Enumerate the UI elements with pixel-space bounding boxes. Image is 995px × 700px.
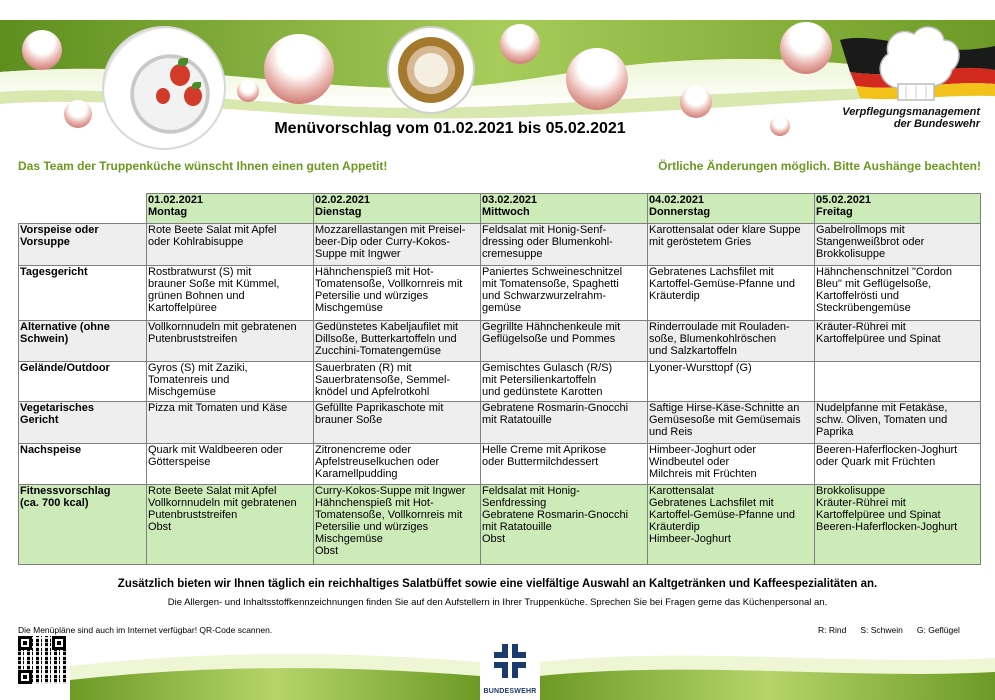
day-header [314, 194, 481, 224]
menu-cell: Sauerbraten (R) mit Sauerbratensoße, Semmel- knödel und Apfelrotkohl [314, 362, 481, 402]
menu-cell [815, 362, 981, 402]
decor-bubble [237, 80, 259, 102]
menu-cell: Feldsalat mit Honig-Senf- dressing oder Blumenkohl- cremesuppe [481, 224, 648, 266]
food-plate-coffee-image [387, 26, 475, 114]
logo-text-line1: Verpflegungsmanagement [842, 106, 980, 118]
menu-cell: Karottensalat Gebratenes Lachsfilet mit Kartoffel-Gemüse-Pfanne und Kräuterdip Himbeer-Joghurt [648, 485, 815, 565]
menu-cell: Beeren-Haferflocken-Joghurt oder Quark mit Früchten [815, 444, 981, 485]
day-date: 05.02.2021 [816, 194, 872, 206]
legend-item: S: Schwein [860, 625, 903, 635]
menu-cell: Gyros (S) mit Zaziki, Tomatenreis und Mischgemüse [147, 362, 314, 402]
table-row [19, 224, 981, 266]
page-title: Menüvorschlag vom 01.02.2021 bis 05.02.2021 [274, 120, 626, 137]
row-label: Nachspeise [19, 444, 147, 485]
row-label: Gelände/Outdoor [19, 362, 147, 402]
menu-cell: Mozzarellastangen mit Preisel- beer-Dip oder Curry-Kokos- Suppe mit Ingwer [314, 224, 481, 266]
table-row [19, 266, 981, 321]
menu-cell: Gedünstetes Kabeljaufilet mit Dillsoße, Butterkartoffeln und Zucchini-Tomatengemüse [314, 321, 481, 362]
menu-cell: Gebratenes Lachsfilet mit Kartoffel-Gemüse-Pfanne und Kräuterdip [648, 266, 815, 321]
day-date: 01.02.2021 [148, 194, 204, 206]
menu-cell: Vollkornnudeln mit gebratenen Putenbruststreifen [147, 321, 314, 362]
menu-cell: Zitronencreme oder Apfelstreuselkuchen oder Karamellpudding [314, 444, 481, 485]
menu-cell: Pizza mit Tomaten und Käse [147, 402, 314, 444]
table-corner-cell [19, 194, 147, 224]
menu-cell: Rote Beete Salat mit Apfel oder Kohlrabisuppe [147, 224, 314, 266]
menu-table [18, 193, 981, 565]
table-header-row [19, 194, 981, 224]
menu-cell: Gegrillte Hähnchenkeule mit Geflügelsoße und Pommes [481, 321, 648, 362]
table-row [19, 362, 981, 402]
menu-cell: Helle Creme mit Aprikose oder Buttermilchdessert [481, 444, 648, 485]
menu-cell: Kräuter-Rührei mit Kartoffelpüree und Spinat [815, 321, 981, 362]
menu-cell: Hähnchenspieß mit Hot- Tomatensoße, Vollkornreis mit Petersilie und würziges Mischgemüse [314, 266, 481, 321]
row-label: Vorspeise oder Vorsuppe [19, 224, 147, 266]
decor-bubble [780, 22, 832, 74]
day-header [147, 194, 314, 224]
menu-cell: Paniertes Schweineschnitzel mit Tomatensoße, Spaghetti und Schwarzwurzelrahm- gemüse [481, 266, 648, 321]
menu-cell: Nudelpfanne mit Fetakäse, schw. Oliven, Tomaten und Paprika [815, 402, 981, 444]
menu-cell: Rote Beete Salat mit Apfel Vollkornnudeln mit gebratenen Putenbruststreifen Obst [147, 485, 314, 565]
greeting-subtitle: Das Team der Truppenküche wünscht Ihnen einen guten Appetit! [18, 159, 388, 173]
menu-cell: Saftige Hirse-Käse-Schnitte an Gemüsesoße mit Gemüsemais und Reis [648, 402, 815, 444]
decor-bubble [22, 30, 62, 70]
table-row [19, 402, 981, 444]
decor-bubble [264, 34, 334, 104]
allergen-note: Die Allergen- und Inhaltsstoffkennzeichnungen finden Sie auf den Aufstellern in Ihrer Truppenküche. Sprechen Sie bei Fragen gerne das Küchenpersonal an. [167, 597, 828, 608]
logo-text-line2: der Bundeswehr [893, 118, 980, 130]
menu-cell: Rostbratwurst (S) mit brauner Soße mit Kümmel, grünen Bohnen und Kartoffelpüree [147, 266, 314, 321]
menu-cell: Gemischtes Gulasch (R/S) mit Petersilienkartoffeln und gedünstete Karotten [481, 362, 648, 402]
legend-item: R: Rind [818, 625, 847, 635]
meat-legend [818, 625, 960, 635]
table-row [19, 444, 981, 485]
day-name: Dienstag [315, 206, 362, 218]
day-date: 02.02.2021 [315, 194, 371, 206]
menu-cell: Feldsalat mit Honig- Senfdressing Gebratene Rosmarin-Gnocchi mit Ratatouille Obst [481, 485, 648, 565]
day-header [815, 194, 981, 224]
table-row [19, 485, 981, 565]
salad-buffet-note: Zusätzlich bieten wir Ihnen täglich ein reichhaltiges Salatbüffet sowie eine vielfältige Auswahl an Kaltgetränken und Kaffeespezialitäten an. [117, 578, 878, 590]
menu-cell: Brokkolisuppe Kräuter-Rührei mit Kartoffelpüree und Spinat Beeren-Haferflocken-Joghurt [815, 485, 981, 565]
row-label: Fitnessvorschlag (ca. 700 kcal) [19, 485, 147, 565]
qr-code-note: Die Menüpläne sind auch im Internet verfügbar! QR-Code scannen. [18, 625, 273, 635]
menu-cell: Hähnchenschnitzel "Cordon Bleu" mit Geflügelsoße, Kartoffelrösti und Steckrübengemüse [815, 266, 981, 321]
notice-subtitle: Örtliche Änderungen möglich. Bitte Aushänge beachten! [658, 159, 981, 173]
menu-cell: Quark mit Waldbeeren oder Götterspeise [147, 444, 314, 485]
day-date: 04.02.2021 [649, 194, 705, 206]
menu-cell: Gebratene Rosmarin-Gnocchi mit Ratatouille [481, 402, 648, 444]
menu-cell: Gabelrollmops mit Stangenweißbrot oder Brokkolisuppe [815, 224, 981, 266]
menu-cell: Lyoner-Wursttopf (G) [648, 362, 815, 402]
menu-cell: Karottensalat oder klare Suppe mit geröstetem Gries [648, 224, 815, 266]
day-name: Mittwoch [482, 206, 530, 218]
bundeswehr-logo-text: BUNDESWEHR [483, 688, 537, 695]
iron-cross-icon [480, 636, 540, 686]
day-header [648, 194, 815, 224]
legend-item: G: Geflügel [916, 625, 960, 635]
day-header [481, 194, 648, 224]
decor-bubble [566, 48, 628, 110]
day-name: Freitag [816, 206, 853, 218]
row-label: Vegetarisches Gericht [19, 402, 147, 444]
row-label: Alternative (ohne Schwein) [19, 321, 147, 362]
menu-cell: Gefüllte Paprikaschote mit brauner Soße [314, 402, 481, 444]
bundeswehr-logo [480, 636, 540, 700]
decor-bubble [500, 24, 540, 64]
qr-code-image[interactable] [18, 636, 66, 684]
menu-cell: Curry-Kokos-Suppe mit Ingwer Hähnchenspieß mit Hot- Tomatensoße, Vollkornreis mit Petersilie und würziges Mischgemüse Obst [314, 485, 481, 565]
day-name: Montag [148, 206, 188, 218]
menu-cell: Himbeer-Joghurt oder Windbeutel oder Milchreis mit Früchten [648, 444, 815, 485]
day-date: 03.02.2021 [482, 194, 538, 206]
menu-cell: Rinderroulade mit Rouladen- soße, Blumenkohlröschen und Salzkartoffeln [648, 321, 815, 362]
chef-hat-logo-icon [866, 18, 966, 106]
row-label: Tagesgericht [19, 266, 147, 321]
day-name: Donnerstag [649, 206, 711, 218]
table-row [19, 321, 981, 362]
decor-bubble [680, 86, 712, 118]
